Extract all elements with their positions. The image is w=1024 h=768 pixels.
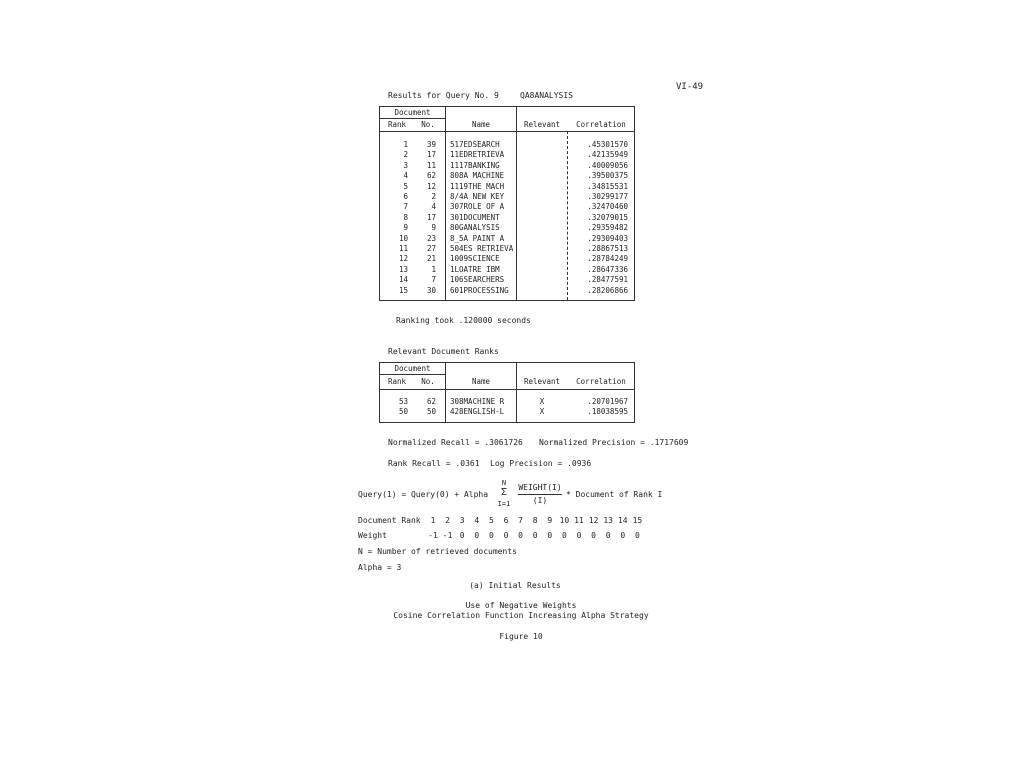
doc-no-cell: 9 xyxy=(431,223,436,233)
rank-cell: 6 xyxy=(403,192,408,201)
table-row xyxy=(380,407,634,417)
caption-negative-weights: Use of Negative Weights xyxy=(465,601,577,610)
weight-value: 0 xyxy=(576,531,582,540)
rank-cell: 5 xyxy=(403,181,408,191)
rank-cell: 10 xyxy=(398,233,408,243)
rank-recall: Rank Recall = .0361 xyxy=(388,459,480,468)
formula-lhs: Query(1) = Query(0) + Alpha xyxy=(358,490,489,499)
table-row xyxy=(380,192,634,202)
rank-value: 1 xyxy=(430,516,436,525)
rank-value: 13 xyxy=(603,516,613,525)
rank-cell: 50 xyxy=(398,407,408,416)
table2-col-relevant: Relevant xyxy=(523,377,561,386)
table-row xyxy=(380,223,634,233)
doc-name-cell: 1LOATRE IBM xyxy=(450,264,500,274)
relevant-cell: X xyxy=(539,407,545,416)
doc-no-cell: 39 xyxy=(426,140,436,149)
table2-col-no: No. xyxy=(421,377,435,386)
doc-name-cell: 601PROCESSING xyxy=(450,285,509,295)
table1-col-no: No. xyxy=(421,120,435,129)
doc-no-cell: 17 xyxy=(426,212,436,222)
rank-cell: 15 xyxy=(398,285,408,295)
correlation-cell: .29359482 xyxy=(587,223,628,233)
table-row xyxy=(380,265,634,275)
page-number: VI-49 xyxy=(676,82,704,92)
relevant-cell: X xyxy=(539,397,545,406)
n-definition: N = Number of retrieved documents xyxy=(358,547,517,556)
rank-cell: 13 xyxy=(398,264,408,274)
weight-value: 0 xyxy=(474,531,480,540)
weight-value: 0 xyxy=(634,531,640,540)
doc-name-cell: 11EDRETRIEVA xyxy=(450,150,505,160)
table2-caption: Relevant Document Ranks xyxy=(388,347,499,356)
weight-value: -1 xyxy=(442,531,453,540)
correlation-cell: .28477591 xyxy=(587,275,628,285)
rank-value: 9 xyxy=(547,516,553,525)
weight-row-label: Weight xyxy=(358,531,387,540)
doc-no-cell: 27 xyxy=(426,244,436,253)
weight-row-values xyxy=(426,531,646,541)
doc-no-cell: 30 xyxy=(426,285,436,295)
correlation-cell: .29309403 xyxy=(587,233,628,243)
correlation-cell: .40009056 xyxy=(587,160,628,170)
table-row xyxy=(380,213,634,223)
table-row xyxy=(380,286,634,296)
correlation-cell: .30299177 xyxy=(587,192,628,201)
table1-col-rank: Rank xyxy=(387,120,407,129)
weight-value: 0 xyxy=(547,531,553,540)
table-row xyxy=(380,244,634,254)
weight-value: 0 xyxy=(488,531,494,540)
weight-value: 0 xyxy=(591,531,596,540)
table1-group-header: Document xyxy=(394,108,431,117)
rank-cell: 53 xyxy=(398,397,408,406)
table-row xyxy=(380,171,634,181)
table-row xyxy=(380,202,634,212)
rank-value: 4 xyxy=(474,516,480,525)
doc-no-cell: 12 xyxy=(426,181,436,191)
correlation-cell: .28206866 xyxy=(587,285,628,295)
doc-name-cell: 301DOCUMENT xyxy=(450,212,500,222)
weight-value: 0 xyxy=(518,531,523,540)
rank-value: 10 xyxy=(559,516,570,525)
doc-name-cell: 504ES RETRIEVA xyxy=(450,244,514,253)
rank-cell: 14 xyxy=(398,275,408,285)
rank-cell: 9 xyxy=(403,223,408,233)
log-precision: Log Precision = .0936 xyxy=(490,459,592,468)
rank-value: 14 xyxy=(617,516,628,525)
rank-value: 8 xyxy=(532,516,538,525)
correlation-cell: .32470460 xyxy=(587,202,628,212)
weight-value: 0 xyxy=(605,531,611,540)
formula-rhs: * Document of Rank I xyxy=(566,490,663,499)
rank-row-label: Document Rank xyxy=(358,516,421,525)
caption-strategy: Cosine Correlation Function Increasing Alpha Strategy xyxy=(393,611,649,620)
formula-sum-bottom: I=1 xyxy=(497,500,511,508)
doc-name-cell: 106SEARCHERS xyxy=(450,275,505,285)
rank-cell: 11 xyxy=(398,244,408,253)
rank-row-values xyxy=(426,516,646,526)
rank-value: 2 xyxy=(445,516,450,525)
doc-no-cell: 1 xyxy=(431,264,436,274)
correlation-cell: .34815531 xyxy=(587,181,628,191)
doc-name-cell: 517EDSEARCH xyxy=(450,140,500,149)
table1-col-relevant: Relevant xyxy=(523,120,561,129)
doc-no-cell: 7 xyxy=(431,275,436,285)
rank-value: 15 xyxy=(632,516,643,525)
rank-value: 6 xyxy=(503,516,509,525)
rank-cell: 7 xyxy=(403,202,408,212)
rank-cell: 8 xyxy=(403,212,408,222)
rank-value: 11 xyxy=(574,516,584,525)
ranking-time-note: Ranking took .120000 seconds xyxy=(396,316,531,325)
doc-name-cell: 8/4A NEW KEY xyxy=(450,192,505,201)
doc-name-cell: 428ENGLISH-L xyxy=(450,407,505,416)
doc-name-cell: 80GANALYSIS xyxy=(450,223,500,233)
table-row xyxy=(380,140,634,150)
rank-value: 12 xyxy=(588,516,599,525)
doc-no-cell: 17 xyxy=(426,150,436,160)
doc-no-cell: 62 xyxy=(426,397,436,406)
caption-initial-results: (a) Initial Results xyxy=(469,581,561,590)
doc-no-cell: 21 xyxy=(426,254,436,264)
doc-name-cell: 308MACHINE R xyxy=(450,397,505,406)
table2-group-header: Document xyxy=(394,364,431,373)
results-table xyxy=(379,106,635,301)
formula-numerator: WEIGHT(I) xyxy=(518,483,562,492)
doc-name-cell: 307ROLE OF A xyxy=(450,202,505,212)
weight-value: 0 xyxy=(561,531,567,540)
weight-value: 0 xyxy=(503,531,509,540)
doc-name-cell: 1009SCIENCE xyxy=(450,254,500,264)
alpha-definition: Alpha = 3 xyxy=(358,563,402,572)
table-row xyxy=(380,397,634,407)
table-row xyxy=(380,161,634,171)
correlation-cell: .18038595 xyxy=(587,407,628,416)
doc-no-cell: 11 xyxy=(426,160,436,170)
fraction-bar xyxy=(518,494,562,495)
table-row xyxy=(380,150,634,160)
weight-value: 0 xyxy=(532,531,538,540)
correlation-cell: .20701967 xyxy=(587,397,628,406)
correlation-cell: .28867513 xyxy=(587,244,628,253)
doc-no-cell: 4 xyxy=(431,202,436,212)
rank-value: 5 xyxy=(488,516,494,525)
correlation-cell: .42135949 xyxy=(587,150,628,160)
table1-caption: Results for Query No. 9 xyxy=(388,91,499,100)
table1-col-correlation: Correlation xyxy=(576,120,626,129)
weight-value: 0 xyxy=(620,531,626,540)
table-row xyxy=(380,182,634,192)
doc-name-cell: 8_5A PAINT A xyxy=(450,233,505,243)
doc-no-cell: 23 xyxy=(426,233,436,243)
correlation-cell: .45301570 xyxy=(587,140,628,149)
table-row xyxy=(380,254,634,264)
formula-sum-top: N xyxy=(501,479,507,487)
correlation-cell: .32079015 xyxy=(587,212,628,222)
doc-no-cell: 50 xyxy=(426,407,436,416)
rank-value: 3 xyxy=(459,516,465,525)
rank-value: 7 xyxy=(518,516,523,525)
weight-value: 0 xyxy=(459,531,465,540)
doc-name-cell: 1119THE MACH xyxy=(450,181,505,191)
table1-col-name: Name xyxy=(471,120,491,129)
doc-no-cell: 62 xyxy=(426,171,436,181)
correlation-cell: .28784249 xyxy=(587,254,628,264)
rank-cell: 3 xyxy=(403,160,408,170)
formula-sum-symbol: Σ xyxy=(500,487,508,498)
table-row xyxy=(380,275,634,285)
table1-query-name: QA8ANALYSIS xyxy=(520,91,573,100)
table2-col-correlation: Correlation xyxy=(576,377,626,386)
relevant-ranks-table xyxy=(379,362,635,423)
rank-cell: 12 xyxy=(398,254,408,264)
rank-cell: 1 xyxy=(403,140,408,149)
correlation-cell: .28647336 xyxy=(587,264,628,274)
doc-name-cell: 808A MACHINE xyxy=(450,171,505,181)
rank-cell: 2 xyxy=(403,150,408,160)
weight-value: -1 xyxy=(428,531,438,540)
table2-col-rank: Rank xyxy=(387,377,407,386)
normalized-recall: Normalized Recall = .3061726 xyxy=(388,438,523,447)
doc-no-cell: 2 xyxy=(431,192,436,201)
table2-col-name: Name xyxy=(471,377,491,386)
correlation-cell: .39500375 xyxy=(587,171,628,181)
rank-cell: 4 xyxy=(403,171,408,181)
normalized-precision: Normalized Precision = .1717609 xyxy=(539,438,689,447)
formula-denominator: (I) xyxy=(532,496,548,505)
table-row xyxy=(380,234,634,244)
doc-name-cell: 1117BANKING xyxy=(450,160,500,170)
figure-label: Figure 10 xyxy=(499,632,543,641)
